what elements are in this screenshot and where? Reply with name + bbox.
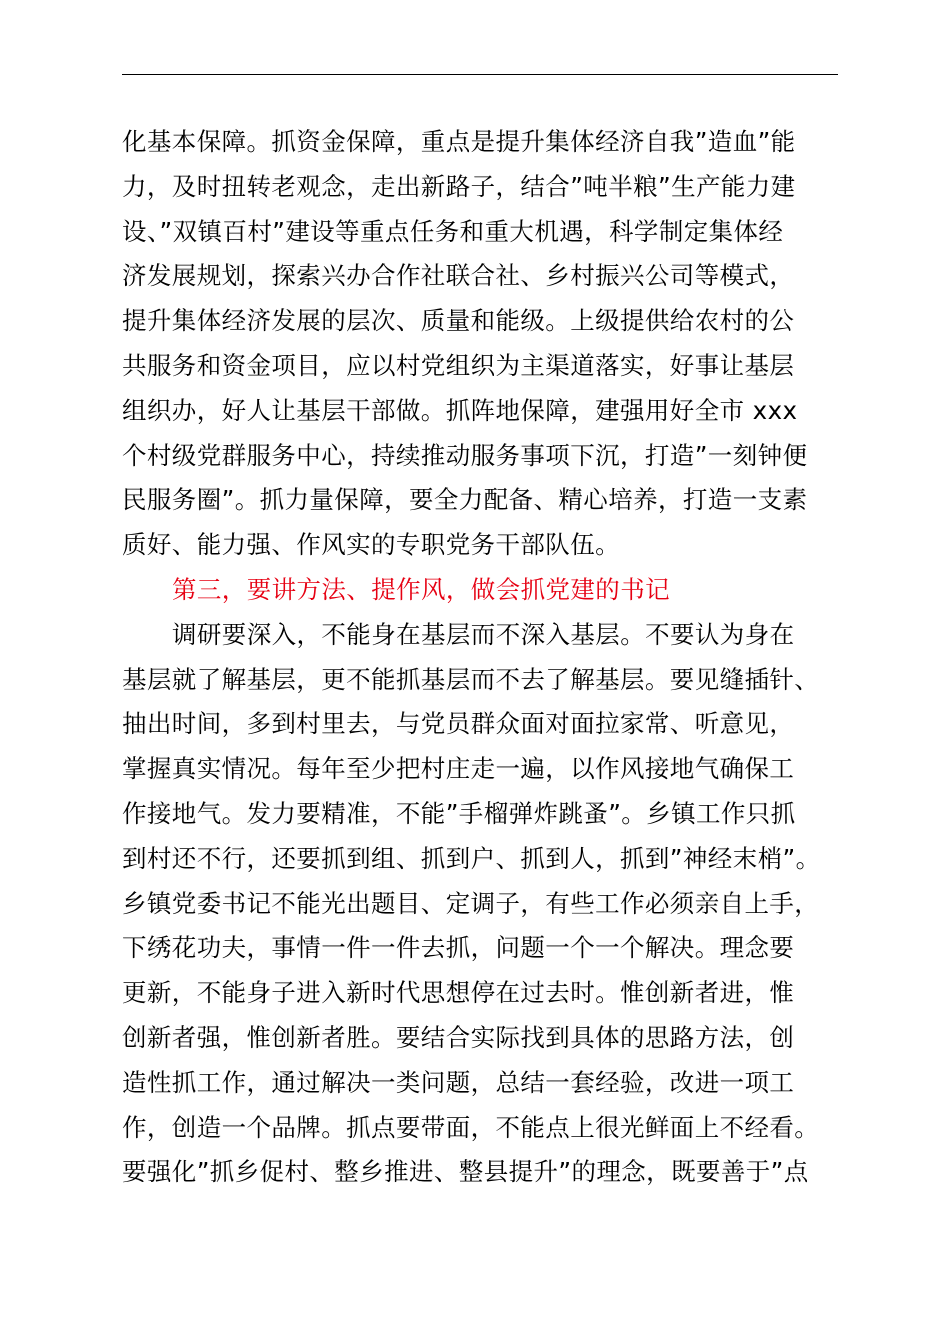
text-line: 民服务圈”。抓力量保障，要全力配备、精心培养，打造一支素 (122, 485, 808, 515)
text-line: 更新，不能身子进入新时代思想停在过去时。惟创新者进，惟 (122, 978, 795, 1008)
text-line: 基层就了解基层，更不能抓基层而不去了解基层。要见缝插针、 (122, 664, 820, 694)
text-line: 作接地气。发力要精准，不能”手榴弹炸跳蚤”。乡镇工作只抓 (122, 798, 796, 828)
document-body (122, 120, 862, 1195)
header-rule (122, 74, 838, 75)
text-line: 质好、能力强、作风实的专职党务干部队伍。 (122, 530, 620, 560)
text-line: 力，及时扭转老观念，走出新路子，结合”吨半粮”生产能力建 (122, 171, 796, 201)
text-line: 造性抓工作，通过解决一类问题，总结一套经验，改进一项工 (122, 1067, 795, 1097)
text-line: 济发展规划，探索兴办合作社联合社、乡村振兴公司等模式， (122, 261, 795, 291)
text-line: 要强化”抓乡促村、整乡推进、整县提升”的理念，既要善于”点 (122, 1157, 809, 1187)
text-line: 化基本保障。抓资金保障，重点是提升集体经济自我”造血”能 (122, 127, 796, 156)
text-line: 提升集体经济发展的层次、质量和能级。上级提供给农村的公 (122, 306, 795, 336)
text-line: 作，创造一个品牌。抓点要带面，不能点上很光鲜面上不经看。 (122, 1112, 820, 1142)
text-line: 乡镇党委书记不能光出题目、定调子，有些工作必须亲自上手， (122, 888, 820, 918)
text-line: 下绣花功夫，事情一件一件去抓，问题一个一个解决。理念要 (122, 933, 795, 963)
text-line: 创新者强，惟创新者胜。要结合实际找到具体的思路方法，创 (122, 1022, 795, 1052)
text-line: 共服务和资金项目，应以村党组织为主渠道落实，好事让基层 (122, 350, 795, 380)
text-line: 到村还不行，还要抓到组、抓到户、抓到人，抓到”神经末梢”。 (122, 843, 821, 873)
text-line: 组织办，好人让基层干部做。抓阵地保障，建强用好全市 xxx (122, 395, 798, 425)
text-line: 设、”双镇百村”建设等重点任务和重大机遇，科学制定集体经 (122, 216, 784, 246)
section-heading: 第三，要讲方法、提作风，做会抓党建的书记 (172, 574, 670, 604)
text-line: 调研要深入，不能身在基层而不深入基层。不要认为身在 (172, 619, 795, 649)
text-line: 个村级党群服务中心，持续推动服务事项下沉，打造”一刻钟便 (122, 440, 808, 470)
text-line: 抽出时间，多到村里去，与党员群众面对面拉家常、听意见， (122, 709, 795, 739)
text-line: 掌握真实情况。每年至少把村庄走一遍，以作风接地气确保工 (122, 754, 795, 784)
